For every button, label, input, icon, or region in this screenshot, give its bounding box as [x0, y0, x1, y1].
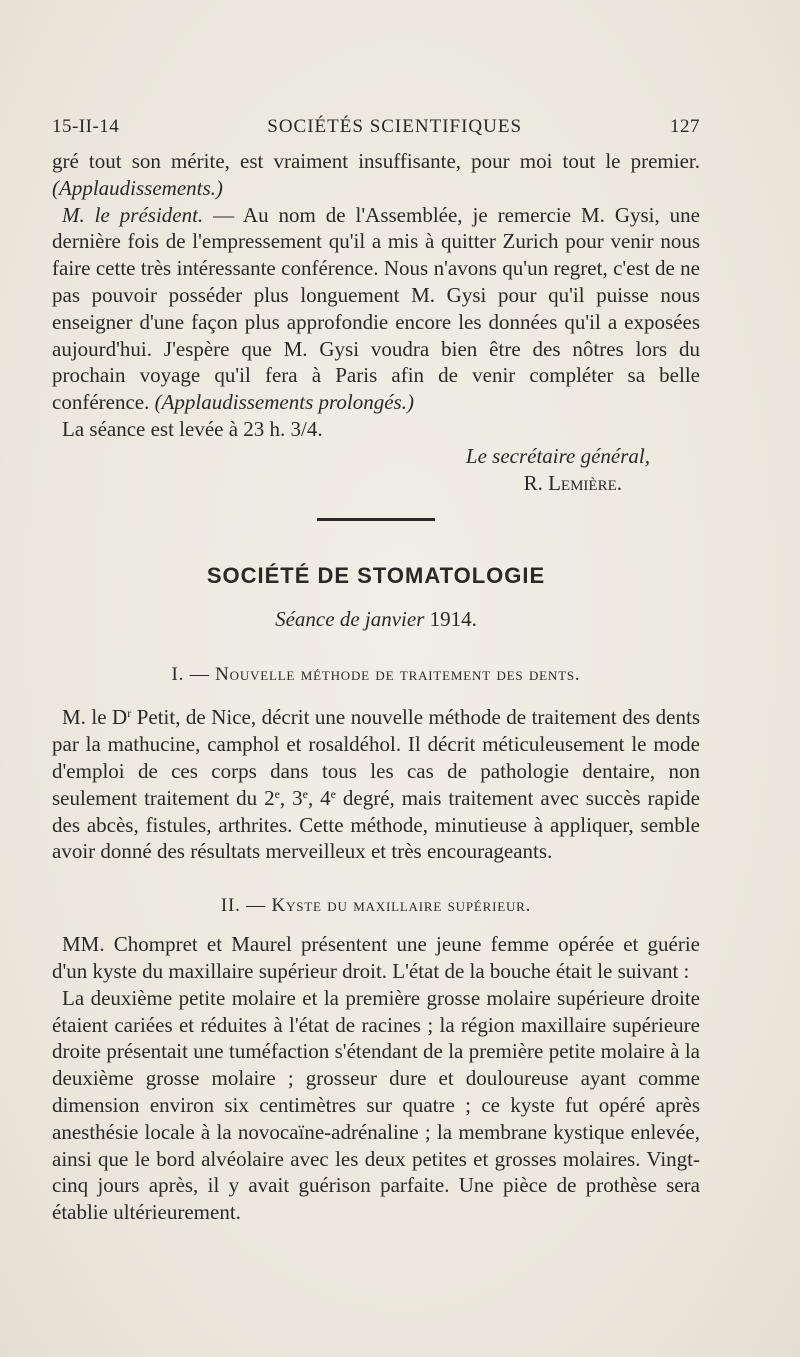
- s1-text-d: , 4: [307, 785, 331, 810]
- session-prefix: Séance de janvier: [275, 607, 425, 632]
- s1-text-b: Petit, de Nice, décrit une nouvelle méthode de traitement des dents par la mathucine, camphol et rosaldéhol. Il décrit méticuleusement le mode d'emploi de ces corps dans tous les cas de pathologie dentaire, non seulement traitement du 2: [52, 705, 701, 810]
- section-2-heading: II. — Kyste du maxillaire supérieur.: [220, 895, 532, 917]
- s1-sup-r: r: [127, 706, 132, 721]
- page-number: 127: [669, 116, 700, 137]
- session-year: 1914.: [429, 607, 477, 632]
- president-label: M. le président.: [62, 202, 204, 227]
- signature-name: R. Lemière.: [523, 470, 622, 495]
- session-line: [52, 607, 700, 632]
- closing-line: La séance est levée à 23 h. 3/4.: [62, 416, 323, 441]
- section-2-paragraph-2: La deuxième petite molaire et la première grosse molaire supérieure droite étaient cariées et réduites à l'état de racines ; la région maxillaire supérieure droite présentait une tuméfaction s'étendant de la première petite molaire à la deuxième grosse molaire ; grosseur dure et douloureuse ayant comme dimension environ six centimètres sur quatre ; ce kyste fut opéré après anesthésie locale à la novocaïne-adrénaline ; la membrane kystique enlevée, ainsi que le bord alvéolaire avec les deux petites et grosses molaires. Vingt-cinq jours après, il y avait guérison parfaite. Une pièce de prothèse sera établie ultérieurement.: [52, 985, 700, 1225]
- text-column: [52, 116, 700, 1226]
- section-divider: [317, 518, 435, 521]
- section-1-heading: I. — Nouvelle méthode de traitement des dents.: [171, 664, 581, 686]
- s1-text-c: , 3: [279, 785, 303, 810]
- applause-prolonged-note: (Applaudissements prolongés.): [154, 390, 414, 415]
- s1-text-e: degré, mais traitement avec succès rapide des abcès, fistules, arthrites. Cette méthode, minutieuse à appliquer, semble avoir donné des résultats merveilleux et très encourageants.: [52, 785, 700, 864]
- society-title: SOCIÉTÉ DE STOMATOLOGIE: [206, 563, 546, 589]
- header-date: 15-II-14: [52, 116, 120, 137]
- intro-line: gré tout son mérite, est vraiment insuffisante, pour moi tout le premier.: [52, 149, 700, 173]
- section-2-paragraph-1: MM. Chompret et Maurel présentent une jeune femme opérée et guérie d'un kyste du maxillaire supérieur droit. L'état de la bouche était le suivant :: [52, 932, 700, 983]
- section-1-paragraph: [52, 704, 700, 865]
- s1-text-a: M. le D: [62, 705, 128, 730]
- header-title: SOCIÉTÉS SCIENTIFIQUES: [267, 116, 523, 137]
- signature-role: Le secrétaire général,: [465, 443, 650, 468]
- president-text: — Au nom de l'Assemblée, je remercie M. Gysi, une dernière fois de l'empressement qu'il a mis à quitter Zurich pour venir nous faire cette très intéressante conférence. Nous n'avons qu'un regret, c'est de ne pas pouvoir posséder plus longuement M. Gysi pour qu'il puisse nous enseigner d'une façon plus approfondie encore les données qu'il a exposées aujourd'hui. J'espère que M. Gysi voudra bien être des nôtres lors du prochain voyage qu'il fera à Paris afin de venir compléter sa belle conférence.: [52, 202, 700, 415]
- intro-paragraph: [52, 148, 700, 202]
- president-paragraph: [52, 202, 700, 416]
- s1-sup-e2: e: [302, 786, 308, 801]
- s1-sup-e3: e: [330, 786, 336, 801]
- s1-sup-e1: e: [274, 786, 280, 801]
- running-header: [52, 116, 700, 138]
- applause-note: (Applaudissements.): [52, 175, 223, 200]
